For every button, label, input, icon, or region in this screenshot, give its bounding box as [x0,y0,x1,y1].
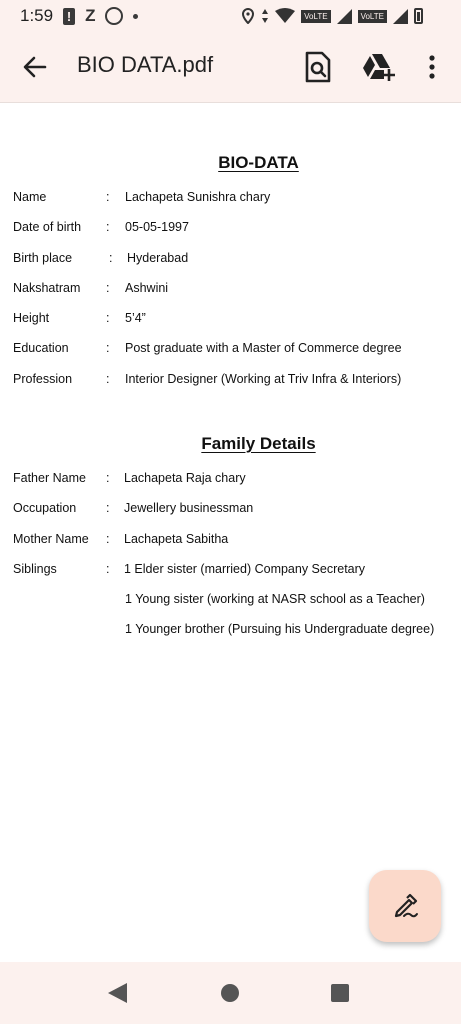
row-label: Father Name [13,471,86,485]
row-value: Ashwini [125,281,169,295]
row-label: Name [13,190,47,204]
row-label: Nakshatram [13,281,81,295]
nav-back-icon[interactable] [108,983,127,1003]
row-colon: : [106,471,110,485]
row-label: Education [13,341,69,355]
location-icon [241,8,255,24]
edit-pen-icon [391,892,419,920]
z-notification-icon: Z [85,6,96,25]
data-arrows-icon [261,8,269,24]
signal-icon-1 [337,9,352,24]
row-value: Interior Designer (Working at Triv Infra & Interiors) [125,372,402,386]
more-notifications-dot-icon [133,14,138,19]
row-label: Date of birth [13,220,82,234]
row-label: Mother Name [13,532,89,546]
row-colon: : [106,281,110,295]
signal-icon-2 [393,9,408,24]
wifi-icon [275,8,295,24]
row-colon: : [106,532,110,546]
row-value: 1 Younger brother (Pursuing his Undergraduate degree) [125,622,435,636]
nav-home-icon[interactable] [221,984,239,1002]
row-value: Hyderabad [127,251,189,265]
more-vert-icon[interactable] [420,52,444,82]
status-time: 1:59 [20,6,54,25]
nav-recents-icon[interactable] [331,984,349,1002]
row-label: Height [13,311,50,325]
battery-icon [414,8,423,24]
system-nav-bar [0,962,461,1024]
bio-data-heading: BIO-DATA [218,153,299,172]
row-label: Profession [13,372,73,386]
file-title: BIO DATA.pdf [77,52,214,77]
add-to-drive-icon[interactable] [362,52,396,82]
row-colon: : [106,220,110,234]
volte-badge-1: VoLTE [301,10,330,23]
row-colon: : [106,501,110,515]
back-arrow-icon[interactable] [20,52,50,82]
row-value: Jewellery businessman [124,501,254,515]
row-value: 1 Young sister (working at NASR school as a Teacher) [125,592,425,606]
row-value: Lachapeta Sabitha [124,532,229,546]
row-colon: : [106,311,110,325]
emblem-notification-icon [105,7,123,25]
row-label: Siblings [13,562,57,576]
row-label: Birth place [13,251,73,265]
volte-badge-2: VoLTE [358,10,387,23]
row-colon: : [109,251,113,265]
app-bar [0,34,461,103]
family-details-heading: Family Details [201,434,316,453]
row-value: Post graduate with a Master of Commerce degree [125,341,402,355]
row-value: 5’4” [125,311,146,325]
row-colon: : [106,372,110,386]
row-label: Occupation [13,501,77,515]
alert-notification-icon [63,8,75,25]
row-value: Lachapeta Sunishra chary [125,190,271,204]
row-value: 1 Elder sister (married) Company Secretary [124,562,366,576]
find-in-page-icon[interactable] [303,50,333,84]
row-value: Lachapeta Raja chary [124,471,246,485]
annotate-fab-button[interactable] [369,870,441,942]
row-colon: : [106,562,110,576]
status-bar [0,0,461,34]
row-colon: : [106,341,110,355]
row-value: 05-05-1997 [125,220,189,234]
row-colon: : [106,190,110,204]
